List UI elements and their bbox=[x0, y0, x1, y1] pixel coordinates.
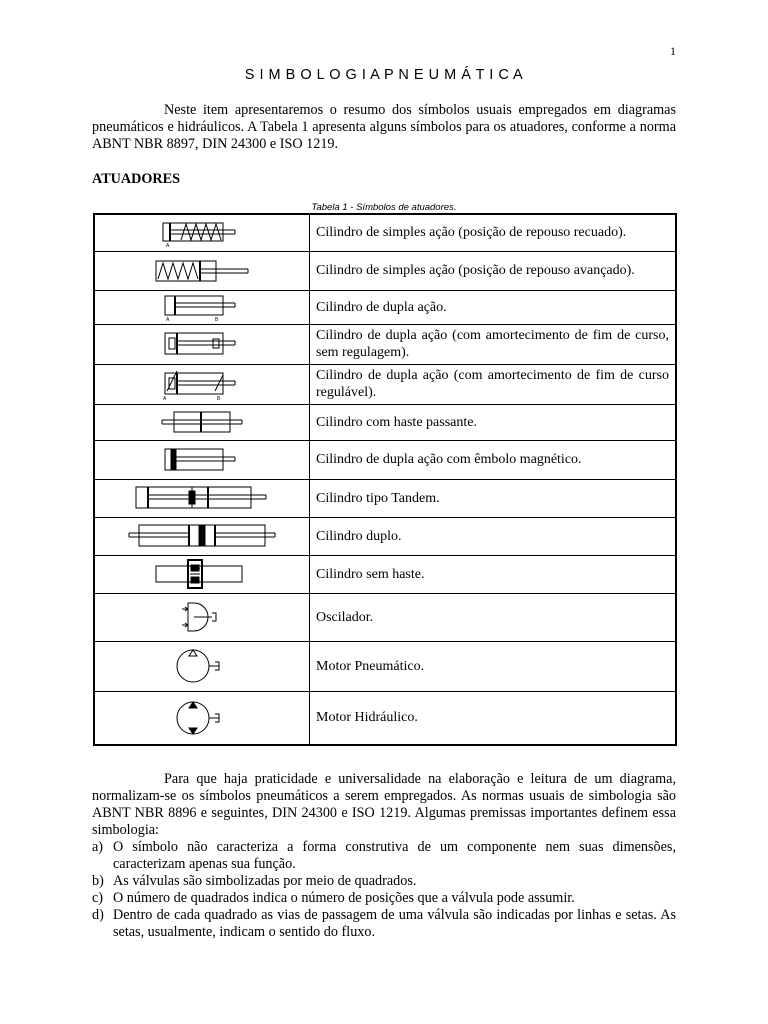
list-marker: d) bbox=[92, 907, 104, 923]
table-row bbox=[94, 479, 676, 517]
symbol-cell bbox=[94, 641, 310, 691]
symbol-cell bbox=[94, 517, 310, 555]
table-row bbox=[94, 290, 676, 324]
table-caption: Tabela 1 - Símbolos de atuadores. bbox=[311, 202, 457, 213]
double-acting-cylinder-icon bbox=[157, 292, 247, 322]
symbol-cell bbox=[94, 404, 310, 440]
table-row bbox=[94, 214, 676, 251]
description-cell: Cilindro sem haste. bbox=[310, 555, 677, 593]
table-row bbox=[94, 593, 676, 641]
description-cell: Cilindro de simples ação (posição de repouso avançado). bbox=[310, 251, 677, 290]
magnetic-piston-cylinder-icon bbox=[157, 445, 247, 475]
table-row bbox=[94, 517, 676, 555]
description-cell: Motor Hidráulico. bbox=[310, 691, 677, 745]
adjustable-cushioned-cylinder-icon bbox=[157, 367, 247, 401]
standards-text: Para que haja praticidade e universalidade na elaboração e leitura de um diagrama, normalizam-se os símbolos pneumáticos a serem empregados. As normas usuais de simbologia são ABNT NBR 8896 e seguintes, DIN 24300 e ISO 1219. Algumas premissas importantes definem essa simbologia: bbox=[92, 771, 676, 838]
oscillator-icon bbox=[172, 597, 232, 637]
symbol-cell bbox=[94, 479, 310, 517]
table-row bbox=[94, 440, 676, 479]
description-cell: Cilindro de dupla ação. bbox=[310, 290, 677, 324]
intro-paragraph bbox=[92, 102, 676, 153]
tandem-cylinder-icon bbox=[132, 483, 272, 513]
symbol-cell bbox=[94, 251, 310, 290]
list-marker: c) bbox=[92, 890, 104, 906]
description-cell: Cilindro de simples ação (posição de repouso recuado). bbox=[310, 214, 677, 251]
cushioned-cylinder-icon bbox=[157, 327, 247, 361]
description-cell: Cilindro de dupla ação (com amortecimento de fim de curso regulável). bbox=[310, 364, 677, 404]
intro-text: Neste item apresentaremos o resumo dos símbolos usuais empregados em diagramas pneumáticos e hidráulicos. A Tabela 1 apresenta alguns símbolos para os atuadores, conforme a norma ABNT NBR 8897, DIN 24300 e ISO 1219. bbox=[92, 102, 676, 152]
hydraulic-motor-icon bbox=[167, 694, 237, 742]
symbol-cell bbox=[94, 290, 310, 324]
description-cell: Oscilador. bbox=[310, 593, 677, 641]
page-title: S I M B O L O G I A P N E U M Á T I C A bbox=[244, 67, 524, 83]
table-row bbox=[94, 555, 676, 593]
double-cylinder-icon bbox=[127, 521, 277, 551]
actuator-symbol-table bbox=[93, 213, 677, 746]
single-acting-cylinder-retracted-icon bbox=[157, 218, 247, 248]
symbol-cell bbox=[94, 593, 310, 641]
table-row bbox=[94, 364, 676, 404]
list-marker: a) bbox=[92, 839, 104, 855]
list-item bbox=[92, 890, 676, 907]
table-row bbox=[94, 324, 676, 364]
section-heading: ATUADORES bbox=[92, 171, 181, 187]
list-item bbox=[92, 873, 676, 890]
description-cell: Cilindro tipo Tandem. bbox=[310, 479, 677, 517]
single-acting-cylinder-extended-icon bbox=[150, 256, 254, 286]
port-a-label: A bbox=[166, 242, 170, 248]
table-row bbox=[94, 641, 676, 691]
port-b-label: B bbox=[215, 317, 219, 322]
port-a-label: A bbox=[163, 396, 167, 401]
list-item-text: O número de quadrados indica o número de posições que a válvula pode assumir. bbox=[113, 890, 575, 906]
page-number: 1 bbox=[670, 44, 676, 58]
port-b-label: B bbox=[217, 396, 221, 401]
symbol-cell bbox=[94, 555, 310, 593]
table-row bbox=[94, 404, 676, 440]
list-item-text: Dentro de cada quadrado as vias de passagem de uma válvula são indicadas por linhas e setas. As setas, usualmente, indicam o sentido do fluxo. bbox=[113, 907, 676, 940]
port-a-label: A bbox=[166, 317, 170, 322]
rodless-cylinder-icon bbox=[152, 558, 252, 590]
list-item bbox=[92, 907, 676, 941]
list-marker: b) bbox=[92, 873, 104, 889]
pneumatic-motor-icon bbox=[167, 643, 237, 689]
symbol-cell bbox=[94, 324, 310, 364]
symbol-cell bbox=[94, 214, 310, 251]
description-cell: Cilindro com haste passante. bbox=[310, 404, 677, 440]
list-item-text: O símbolo não caracteriza a forma construtiva de um componente nem suas dimensões, caracterizam apenas sua função. bbox=[113, 839, 676, 872]
symbol-cell bbox=[94, 440, 310, 479]
list-item bbox=[92, 839, 676, 873]
symbol-cell bbox=[94, 691, 310, 745]
description-cell: Cilindro de dupla ação (com amortecimento de fim de curso, sem regulagem). bbox=[310, 324, 677, 364]
through-rod-cylinder-icon bbox=[157, 407, 247, 437]
description-cell: Cilindro duplo. bbox=[310, 517, 677, 555]
standards-paragraph bbox=[92, 771, 676, 839]
description-cell: Cilindro de dupla ação com êmbolo magnético. bbox=[310, 440, 677, 479]
symbol-cell bbox=[94, 364, 310, 404]
table-row bbox=[94, 251, 676, 290]
table-row bbox=[94, 691, 676, 745]
premises-list bbox=[92, 839, 676, 941]
description-cell: Motor Pneumático. bbox=[310, 641, 677, 691]
list-item-text: As válvulas são simbolizadas por meio de quadrados. bbox=[113, 873, 417, 889]
